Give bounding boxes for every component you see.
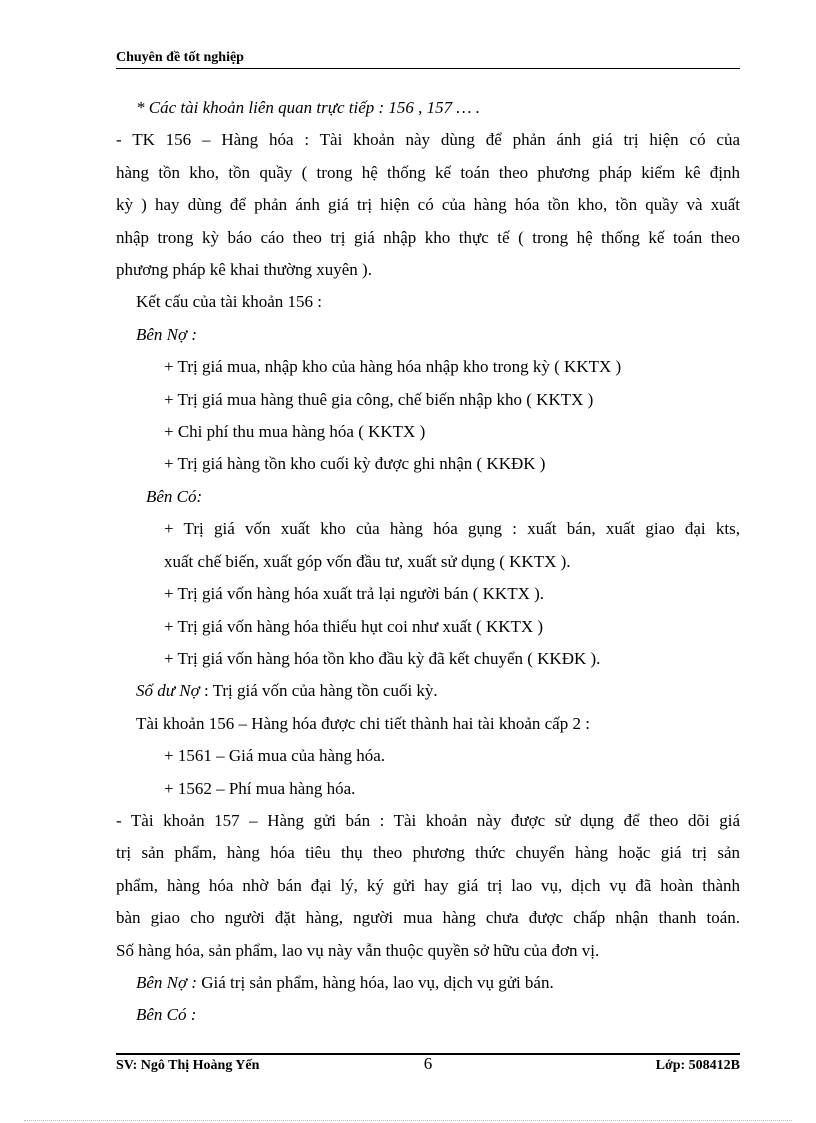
tk157-debit-line (116, 967, 740, 999)
debit-item: + Trị giá mua hàng thuê gia công, chế biến nhập kho ( KKTX ) (164, 389, 594, 409)
page-bottom-edge (24, 1120, 792, 1121)
credit-item-continuation: xuất chế biến, xuất góp vốn đầu tư, xuất sử dụng ( KKTX ). (164, 551, 571, 571)
header-divider (116, 68, 740, 69)
tk156-structure-heading: Kết cấu của tài khoản 156 : (136, 292, 322, 312)
debit-item: + Chi phí thu mua hàng hóa ( KKTX ) (164, 422, 426, 442)
tk156-paragraph-line: nhập trong kỳ báo cáo theo trị giá nhập kho thực tế ( trong hệ thống kế toán theo (116, 227, 740, 247)
credit-item: + Trị giá vốn hàng hóa xuất trả lại người bán ( KKTX ). (164, 584, 545, 604)
debit-side-label: Bên Nợ : (136, 324, 198, 344)
tk156-paragraph-line: phương pháp kê khai thường xuyên ). (116, 260, 372, 280)
page-footer (116, 1054, 740, 1078)
related-accounts-heading: * Các tài khoản liên quan trực tiếp : 156 , 157 … . (136, 98, 481, 117)
class-code: Lớp: 508412B (655, 1058, 740, 1073)
credit-item: + Trị giá vốn xuất kho của hàng hóa gụng : xuất bán, xuất giao đại kts, (164, 519, 740, 539)
sub-account-item: + 1562 – Phí mua hàng hóa. (164, 778, 356, 798)
tk157-credit-label: Bên Có : (136, 1005, 197, 1025)
credit-item: + Trị giá vốn hàng hóa thiếu hụt coi như xuất ( KKTX ) (164, 616, 544, 636)
document-body (116, 92, 740, 1032)
credit-side-label: Bên Có: (146, 486, 203, 506)
tk157-debit-label: Bên Nợ : (136, 972, 198, 992)
page-number: 6 (423, 1054, 433, 1073)
tk157-paragraph-line: phẩm, hàng hóa nhờ bán đại lý, ký gửi hay giá trị lao vụ, dịch vụ đã hoàn thành (116, 875, 740, 895)
tk156-paragraph-line: hàng tồn kho, tồn quầy ( trong hệ thống kế toán theo phương pháp kiểm kê định (116, 162, 740, 182)
student-name: SV: Ngô Thị Hoàng Yến (116, 1058, 260, 1073)
tk157-paragraph-line: - Tài khoản 157 – Hàng gửi bán : Tài khoản này được sử dụng để theo dõi giá (116, 810, 740, 830)
debit-balance-label: Số dư Nợ (136, 681, 200, 701)
tk157-paragraph-line: bàn giao cho người đặt hàng, người mua hàng chưa được chấp nhận thanh toán. (116, 908, 740, 928)
page-header-title: Chuyên đề tốt nghiệp (116, 50, 244, 65)
tk157-paragraph-line: trị sản phẩm, hàng hóa tiêu thụ theo phương thức chuyển hàng hoặc giá trị sản (116, 843, 740, 863)
tk157-debit-text: Giá trị sản phẩm, hàng hóa, lao vụ, dịch vụ gửi bán. (197, 972, 554, 992)
credit-item: + Trị giá vốn hàng hóa tồn kho đầu kỳ đã kết chuyển ( KKĐK ). (164, 648, 601, 668)
debit-item: + Trị giá hàng tồn kho cuối kỳ được ghi nhận ( KKĐK ) (164, 454, 546, 474)
debit-balance-text: : Trị giá vốn của hàng tồn cuối kỳ. (199, 681, 438, 701)
debit-item: + Trị giá mua, nhập kho của hàng hóa nhập kho trong kỳ ( KKTX ) (164, 357, 622, 377)
debit-balance-line (116, 675, 740, 707)
tk156-paragraph-line: - TK 156 – Hàng hóa : Tài khoản này dùng để phản ánh giá trị hiện có của (116, 130, 740, 150)
tk156-paragraph-line: kỳ ) hay dùng để phản ánh giá trị hiện có của hàng hóa tồn kho, tồn quầy và xuất (116, 195, 740, 215)
tk157-paragraph-line: Số hàng hóa, sản phẩm, lao vụ này vẫn thuộc quyền sở hữu của đơn vị. (116, 940, 600, 960)
sub-account-item: + 1561 – Giá mua của hàng hóa. (164, 746, 386, 766)
tk156-detail-line: Tài khoản 156 – Hàng hóa được chi tiết thành hai tài khoản cấp 2 : (136, 713, 590, 733)
